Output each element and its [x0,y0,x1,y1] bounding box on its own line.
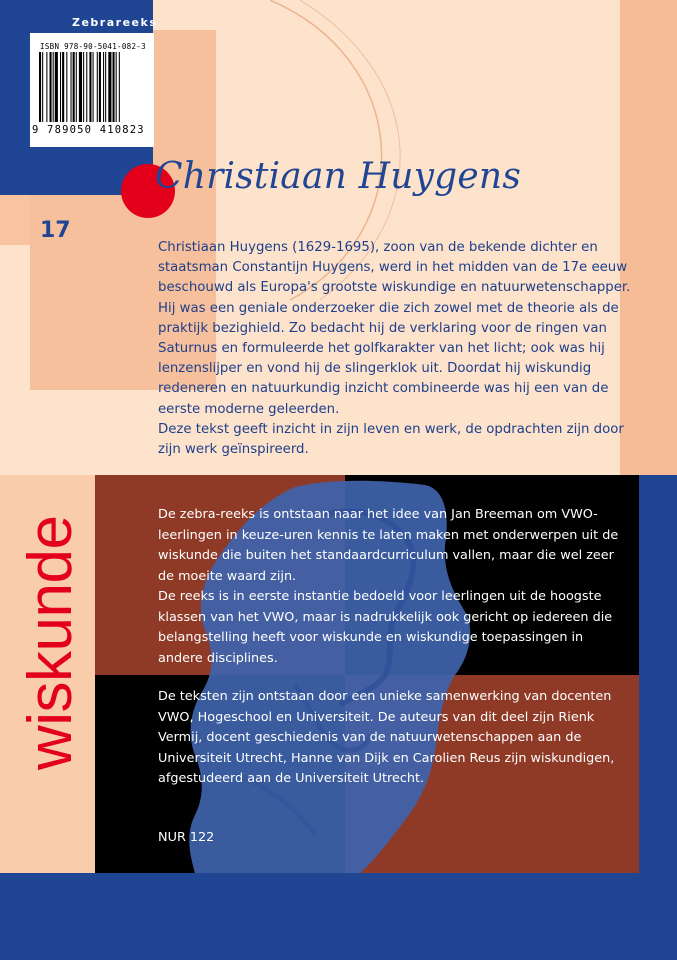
series-info-line: wiskunde die buiten het standaardcurriculum vallen, maar die wel zeer [158,548,614,563]
subject-label: wiskunde [16,515,85,770]
series-name: Zebrareeks [72,16,158,29]
intro-line: eerste moderne geleerden. [158,401,340,417]
series-info-line: De zebra-reeks is ontstaan naar het idee van Jan Breeman om VWO- [158,507,598,522]
authors-line: VWO, Hogeschool en Universiteit. De auteurs van dit deel zijn Rienk [158,709,595,725]
isbn-label: ISBN 978-90-5041-082-3 [40,42,146,51]
intro-line: Hij was een geniale onderzoeker die zich zowel met de theorie als de [158,300,619,316]
series-info-line: leerlingen in keuze-uren kennis te laten maken met onderwerpen uit de [158,527,619,543]
bottom-blue-band [0,873,677,960]
series-info-line: belangstelling heeft voor wiskunde en wiskundige toepassingen in [158,630,584,645]
barcode-icon [37,52,149,122]
intro-line: beschouwd als Europa's grootste wiskundige en natuurwetenschapper. [158,280,631,296]
nur-code: NUR 122 [158,830,215,845]
volume-number: 17 [40,218,71,243]
authors-line: De teksten zijn ontstaan door een unieke samenwerking van docenten [158,689,612,704]
series-info-line: de moeite waard zijn. [158,568,297,584]
intro-line: zijn werk geïnspireerd. [158,442,309,458]
intro-line: redeneren en natuurkundig inzicht combineerde was hij een van de [158,381,609,397]
intro-paragraph [158,238,631,460]
cover-background-right [620,0,677,475]
intro-line: Saturnus en formuleerde het golfkarakter van het licht; ook was hij [158,341,605,357]
series-info-line: andere disciplines. [158,650,278,666]
series-description [158,505,626,669]
series-info-line: De reeks is in eerste instantie bedoeld voor leerlingen uit de hoogste [158,589,602,604]
intro-line: praktijk bezighield. Zo bedacht hij de verklaring voor de ringen van [158,320,607,336]
barcode-digits: 9 789050 410823 [32,124,145,136]
authors-description [158,687,626,790]
intro-line: Deze tekst geeft inzicht in zijn leven en werk, de opdrachten zijn door [158,421,624,437]
authors-line: afgestudeerd aan de Universiteit Utrecht. [158,771,425,786]
authors-line: Universiteit Utrecht, Hanne van Dijk en Carolien Reus zijn wiskundigen, [158,750,615,766]
intro-line: lenzenslijper en vond hij de slingerklok uit. Doordat hij wiskundig [158,361,592,377]
authors-line: Vermij, docent geschiedenis van de natuurwetenschappen aan de [158,730,582,745]
book-title: Christiaan Huygens [155,156,521,197]
series-info-line: klassen van het VWO, maar is nadrukkelijk ook gericht op iedereen die [158,609,613,625]
intro-line: Christiaan Huygens (1629-1695), zoon van de bekende dichter en [158,240,598,255]
intro-line: staatsman Constantijn Huygens, werd in het midden van de 17e eeuw [158,260,628,276]
